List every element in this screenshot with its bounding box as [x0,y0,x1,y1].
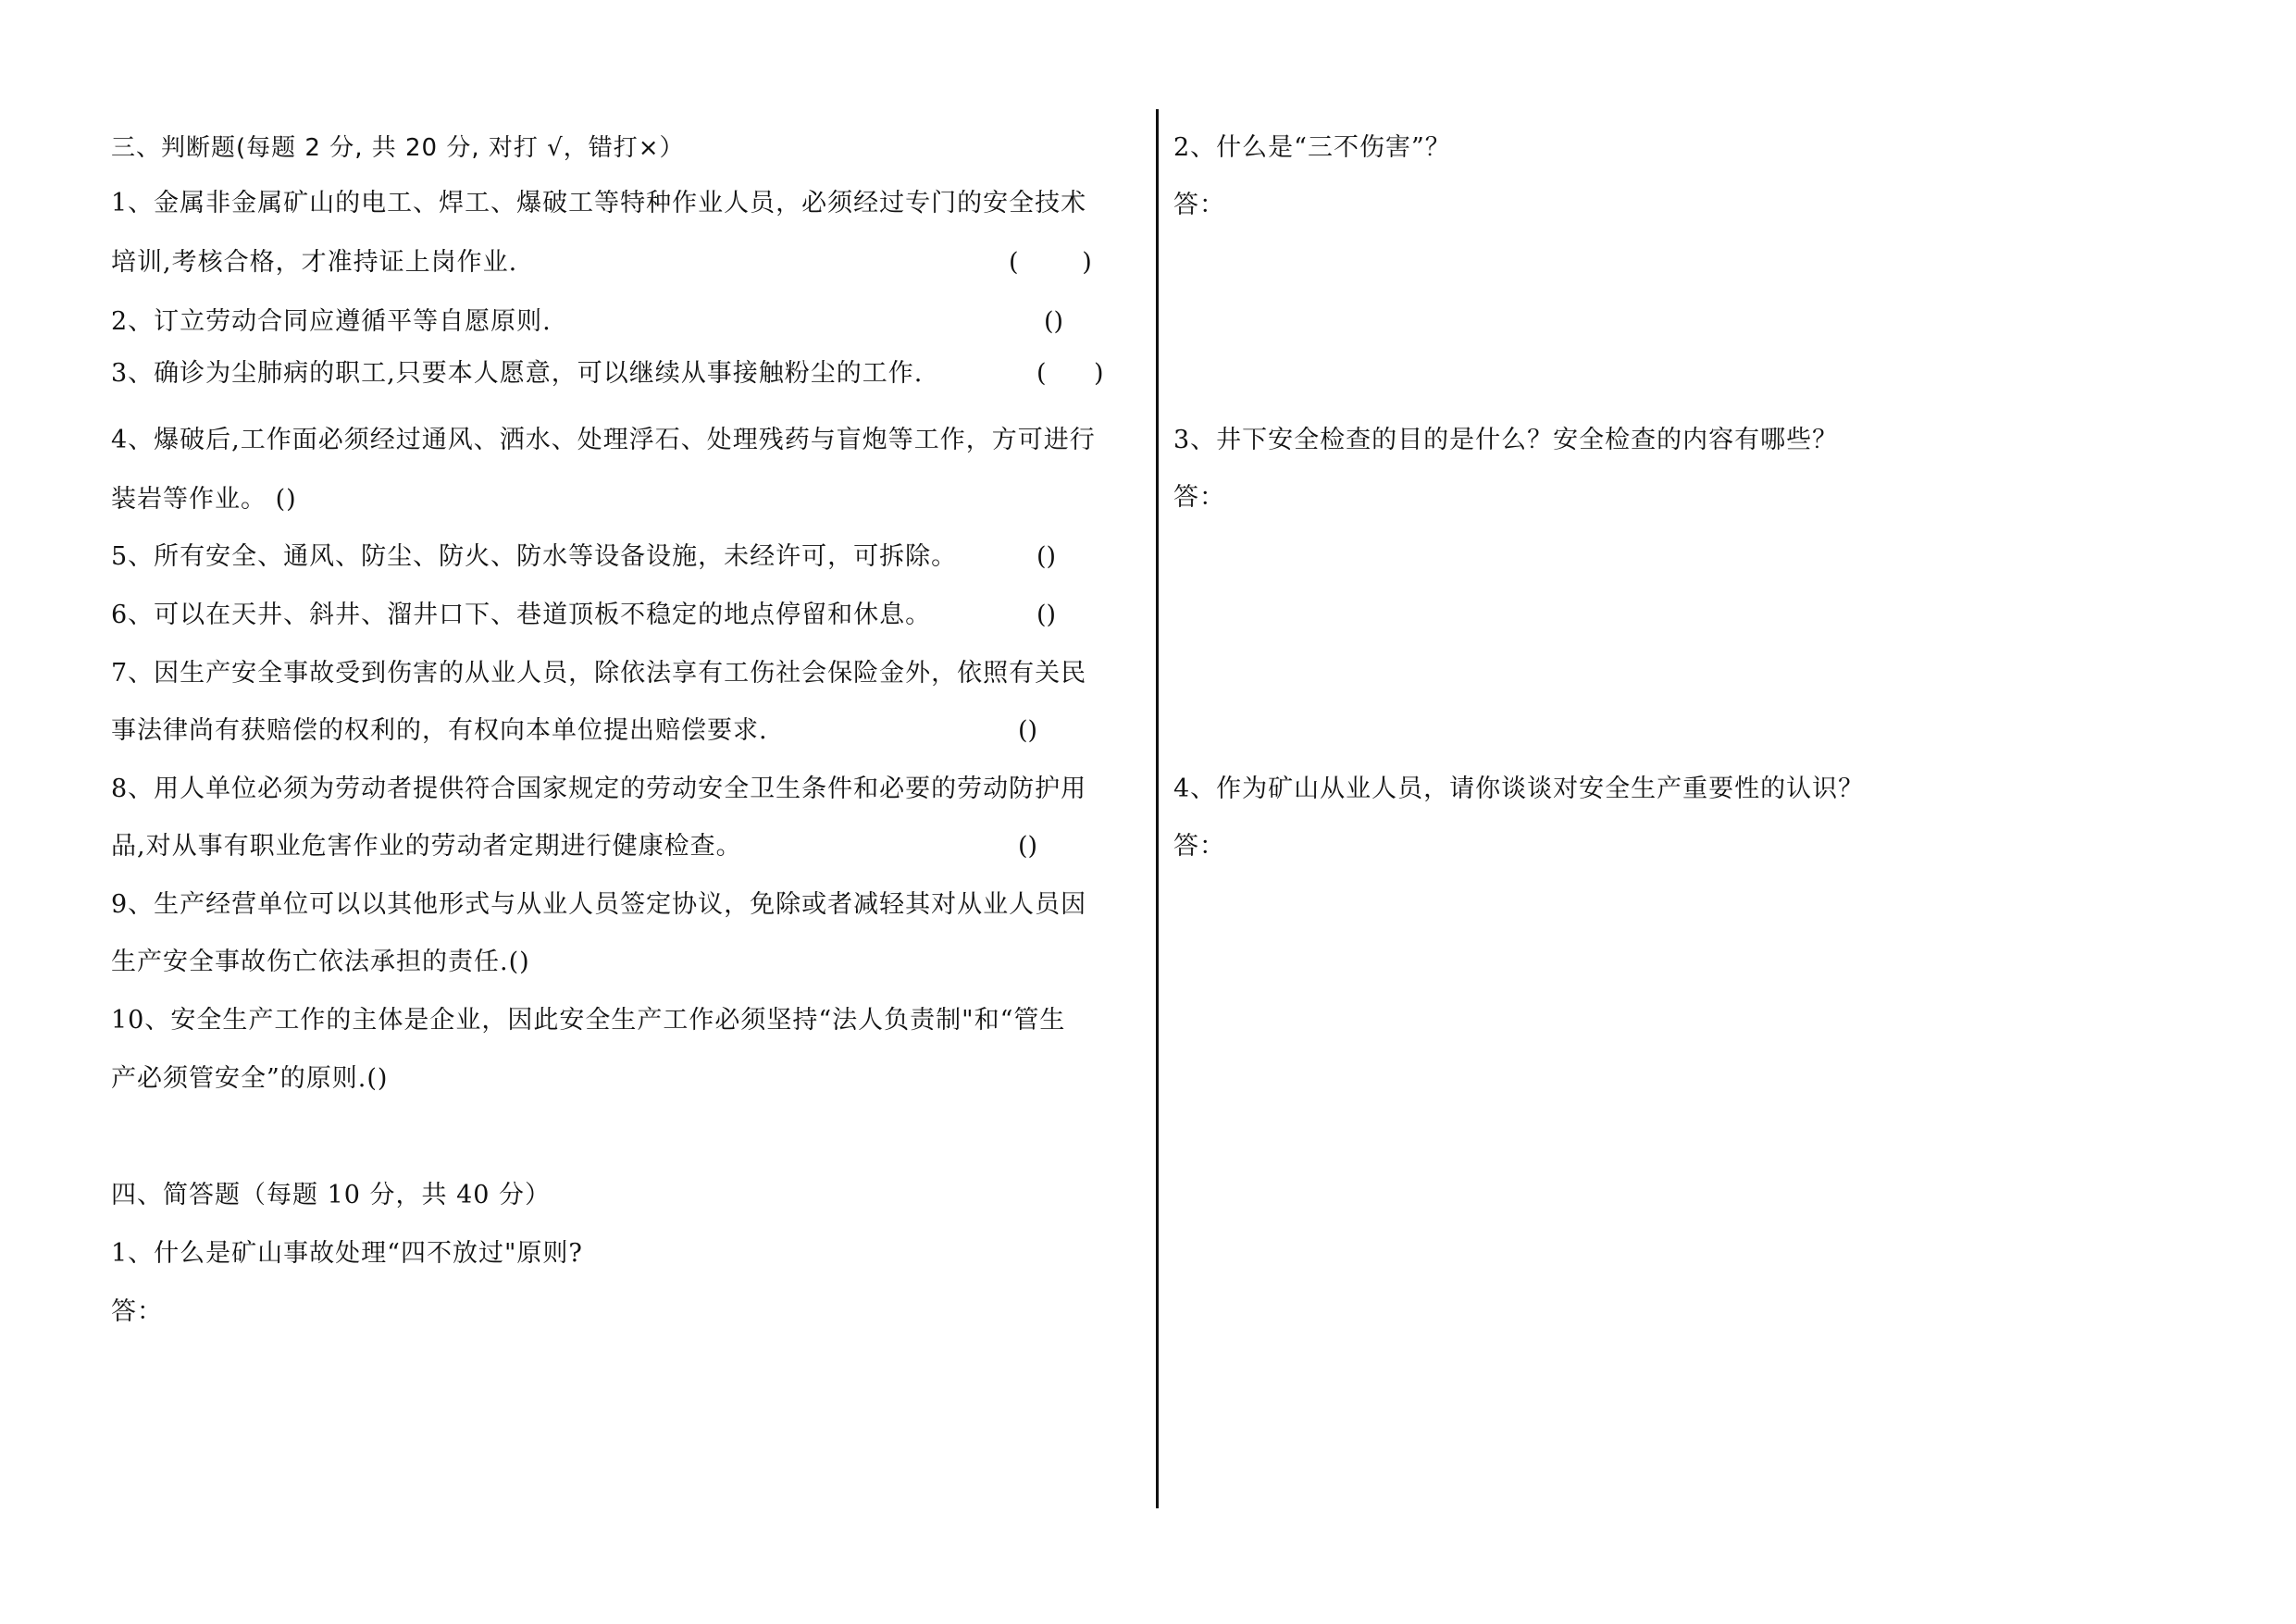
q6-answer-blank: () [1036,601,1057,629]
q1-line1: 1、金属非金属矿山的电工、焊工、爆破工等特种作业人员，必须经过专门的安全技术 [111,189,1087,217]
short-answer-2-question: 2、什么是“三不伤害”？ [1173,133,1451,162]
q9-line2: 生产安全事故伤亡依法承担的责任.() [111,948,530,976]
short-answer-1-answer-label: 答： [111,1297,163,1326]
q5-line1: 5、所有安全、通风、防尘、防火、防水等设备设施，未经许可，可拆除。 [111,542,958,571]
q4-line1: 4、爆破后,工作面必须经过通风、洒水、处理浮石、处理残药与盲炮等工作，方可进行 [111,426,1096,454]
q7-line2: 事法律尚有获赔偿的权利的，有权向本单位提出赔偿要求. [111,716,768,745]
q5-answer-blank: () [1036,542,1057,571]
q3-answer-blank: ( ) [1036,359,1104,388]
q1-line2: 培训,考核合格，才准持证上岗作业. [111,248,518,277]
q8-answer-blank: () [1018,832,1038,861]
section-4-title: 四、简答题（每题 10 分，共 40 分） [111,1181,552,1209]
q2-answer-blank: () [1044,307,1064,336]
q1-answer-blank: ( ) [1009,248,1092,277]
q3-line1: 3、确诊为尘肺病的职工,只要本人愿意，可以继续从事接触粉尘的工作. [111,359,924,388]
short-answer-4-answer-label: 答： [1173,832,1225,861]
q4-line2: 装岩等作业。 () [111,485,297,514]
short-answer-3-answer-label: 答： [1173,483,1225,512]
column-divider [1156,109,1159,1508]
q7-line1: 7、因生产安全事故受到伤害的从业人员，除依法享有工伤社会保险金外，依照有关民 [111,659,1087,688]
short-answer-1-question: 1、什么是矿山事故处理“四不放过"原则? [111,1239,583,1268]
q9-line1: 9、生产经营单位可以以其他形式与从业人员签定协议，免除或者减轻其对从业人员因 [111,890,1087,919]
q2-line1: 2、订立劳动合同应遵循平等自愿原则. [111,307,552,336]
q7-answer-blank: () [1018,716,1038,745]
q10-line1: 10、安全生产工作的主体是企业，因此安全生产工作必须坚持“法人负责制"和“管生 [111,1006,1066,1035]
q8-line1: 8、用人单位必须为劳动者提供符合国家规定的劳动安全卫生条件和必要的劳动防护用 [111,775,1087,803]
q8-line2: 品,对从事有职业危害作业的劳动者定期进行健康检查。 [111,832,742,861]
q6-line1: 6、可以在天井、斜井、溜井口下、巷道顶板不稳定的地点停留和休息。 [111,601,932,629]
short-answer-4-question: 4、作为矿山从业人员，请你谈谈对安全生产重要性的认识？ [1173,775,1865,803]
q10-line2: 产必须管安全”的原则.() [111,1064,389,1093]
short-answer-3-question: 3、井下安全检查的目的是什么？安全检查的内容有哪些？ [1173,426,1839,454]
short-answer-2-answer-label: 答： [1173,191,1225,219]
section-3-title: 三、判断题(每题 2 分, 共 20 分, 对打 √，错打×） [111,134,685,162]
